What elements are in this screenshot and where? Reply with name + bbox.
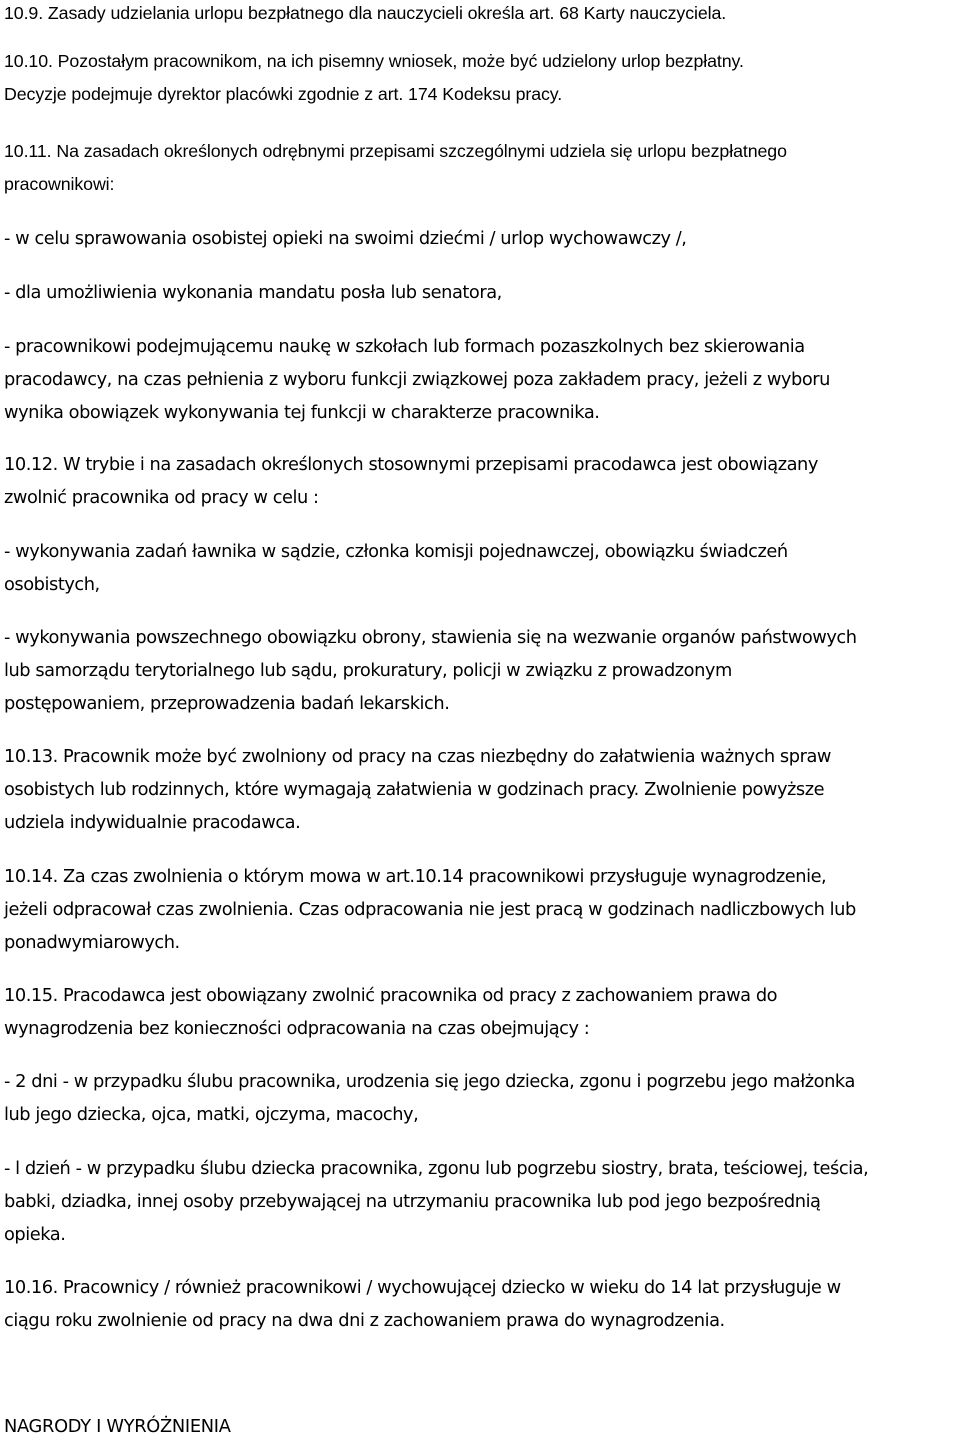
list-item xyxy=(4,330,956,429)
text-line: Decyzje podejmuje dyrektor placówki zgodnie z art. 174 Kodeksu pracy. xyxy=(4,84,563,104)
text-line: - wykonywania zadań ławnika w sądzie, członka komisji pojednawczej, obowiązku świadczeń xyxy=(4,541,788,562)
text-line: ciągu roku zwolnienie od pracy na dwa dni z zachowaniem prawa do wynagrodzenia. xyxy=(4,1310,725,1331)
text-line: - dla umożliwienia wykonania mandatu posła lub senatora, xyxy=(4,282,502,303)
text-line: - pracownikowi podejmującemu naukę w szkołach lub formach pozaszkolnych bez skierowania xyxy=(4,336,805,357)
text-line: udziela indywidualnie pracodawca. xyxy=(4,812,301,833)
text-line: 10.15. Pracodawca jest obowiązany zwolnić pracownika od pracy z zachowaniem prawa do xyxy=(4,985,778,1006)
paragraph-10-11 xyxy=(4,135,956,201)
text-line: postępowaniem, przeprowadzenia badań lekarskich. xyxy=(4,693,450,714)
text-line: 10.12. W trybie i na zasadach określonych stosownymi przepisami pracodawca jest obowiązany xyxy=(4,454,818,475)
text-line: pracodawcy, na czas pełnienia z wyboru funkcji związkowej poza zakładem pracy, jeżeli z wyboru xyxy=(4,369,830,390)
text-line: 10.13. Pracownik może być zwolniony od pracy na czas niezbędny do załatwienia ważnych spraw xyxy=(4,746,831,767)
text-line: osobistych, xyxy=(4,574,100,595)
paragraph-10-10 xyxy=(4,45,956,111)
text-line: 10.11. Na zasadach określonych odrębnymi przepisami szczególnymi udziela się urlopu bezpłatnego xyxy=(4,141,787,161)
text-line: pracownikowi: xyxy=(4,174,115,194)
paragraph-10-13 xyxy=(4,740,956,839)
section-heading xyxy=(4,1410,956,1443)
text-line: - l dzień - w przypadku ślubu dziecka pracownika, zgonu lub pogrzebu siostry, brata, teściowej, teścia, xyxy=(4,1158,869,1179)
paragraph-10-9 xyxy=(4,0,956,30)
text-line: lub samorządu terytorialnego lub sądu, prokuratury, policji w związku z prowadzonym xyxy=(4,660,732,681)
list-item xyxy=(4,535,956,601)
text-line: 10.14. Za czas zwolnienia o którym mowa w art.10.14 pracownikowi przysługuje wynagrodzenie, xyxy=(4,866,827,887)
text-line: wynagrodzenia bez konieczności odpracowania na czas obejmujący : xyxy=(4,1018,590,1039)
list-item xyxy=(4,1152,956,1251)
paragraph-10-14 xyxy=(4,860,956,959)
text-line: jeżeli odpracował czas zwolnienia. Czas odpracowania nie jest pracą w godzinach nadliczbowych lub xyxy=(4,899,856,920)
paragraph-10-15 xyxy=(4,979,956,1045)
text-line: - wykonywania powszechnego obowiązku obrony, stawienia się na wezwanie organów państwowych xyxy=(4,627,857,648)
section-heading-text: NAGRODY I WYRÓŻNIENIA xyxy=(4,1416,231,1437)
text-line: osobistych lub rodzinnych, które wymagają załatwienia w godzinach pracy. Zwolnienie powyższe xyxy=(4,779,825,800)
list-item xyxy=(4,222,956,255)
text-line: ponadwymiarowych. xyxy=(4,932,180,953)
paragraph-10-12 xyxy=(4,448,956,514)
text-line: lub jego dziecka, ojca, matki, ojczyma, macochy, xyxy=(4,1104,419,1125)
text-line: 10.9. Zasady udzielania urlopu bezpłatnego dla nauczycieli określa art. 68 Karty nauczyciela. xyxy=(4,3,727,23)
text-line: 10.10. Pozostałym pracownikom, na ich pisemny wniosek, może być udzielony urlop bezpłatny. xyxy=(4,51,744,71)
text-line: zwolnić pracownika od pracy w celu : xyxy=(4,487,319,508)
list-item xyxy=(4,1065,956,1131)
text-line: babki, dziadka, innej osoby przebywającej na utrzymaniu pracownika lub pod jego bezpośrednią xyxy=(4,1191,821,1212)
text-line: opieka. xyxy=(4,1224,66,1245)
list-item xyxy=(4,621,956,720)
paragraph-10-16 xyxy=(4,1271,956,1337)
text-line: 10.16. Pracownicy / również pracownikowi / wychowującej dziecko w wieku do 14 lat przysługuje w xyxy=(4,1277,841,1298)
text-line: wynika obowiązek wykonywania tej funkcji w charakterze pracownika. xyxy=(4,402,600,423)
text-line: - 2 dni - w przypadku ślubu pracownika, urodzenia się jego dziecka, zgonu i pogrzebu jego małżonka xyxy=(4,1071,855,1092)
list-item xyxy=(4,276,956,309)
text-line: - w celu sprawowania osobistej opieki na swoimi dziećmi / urlop wychowawczy /, xyxy=(4,228,687,249)
